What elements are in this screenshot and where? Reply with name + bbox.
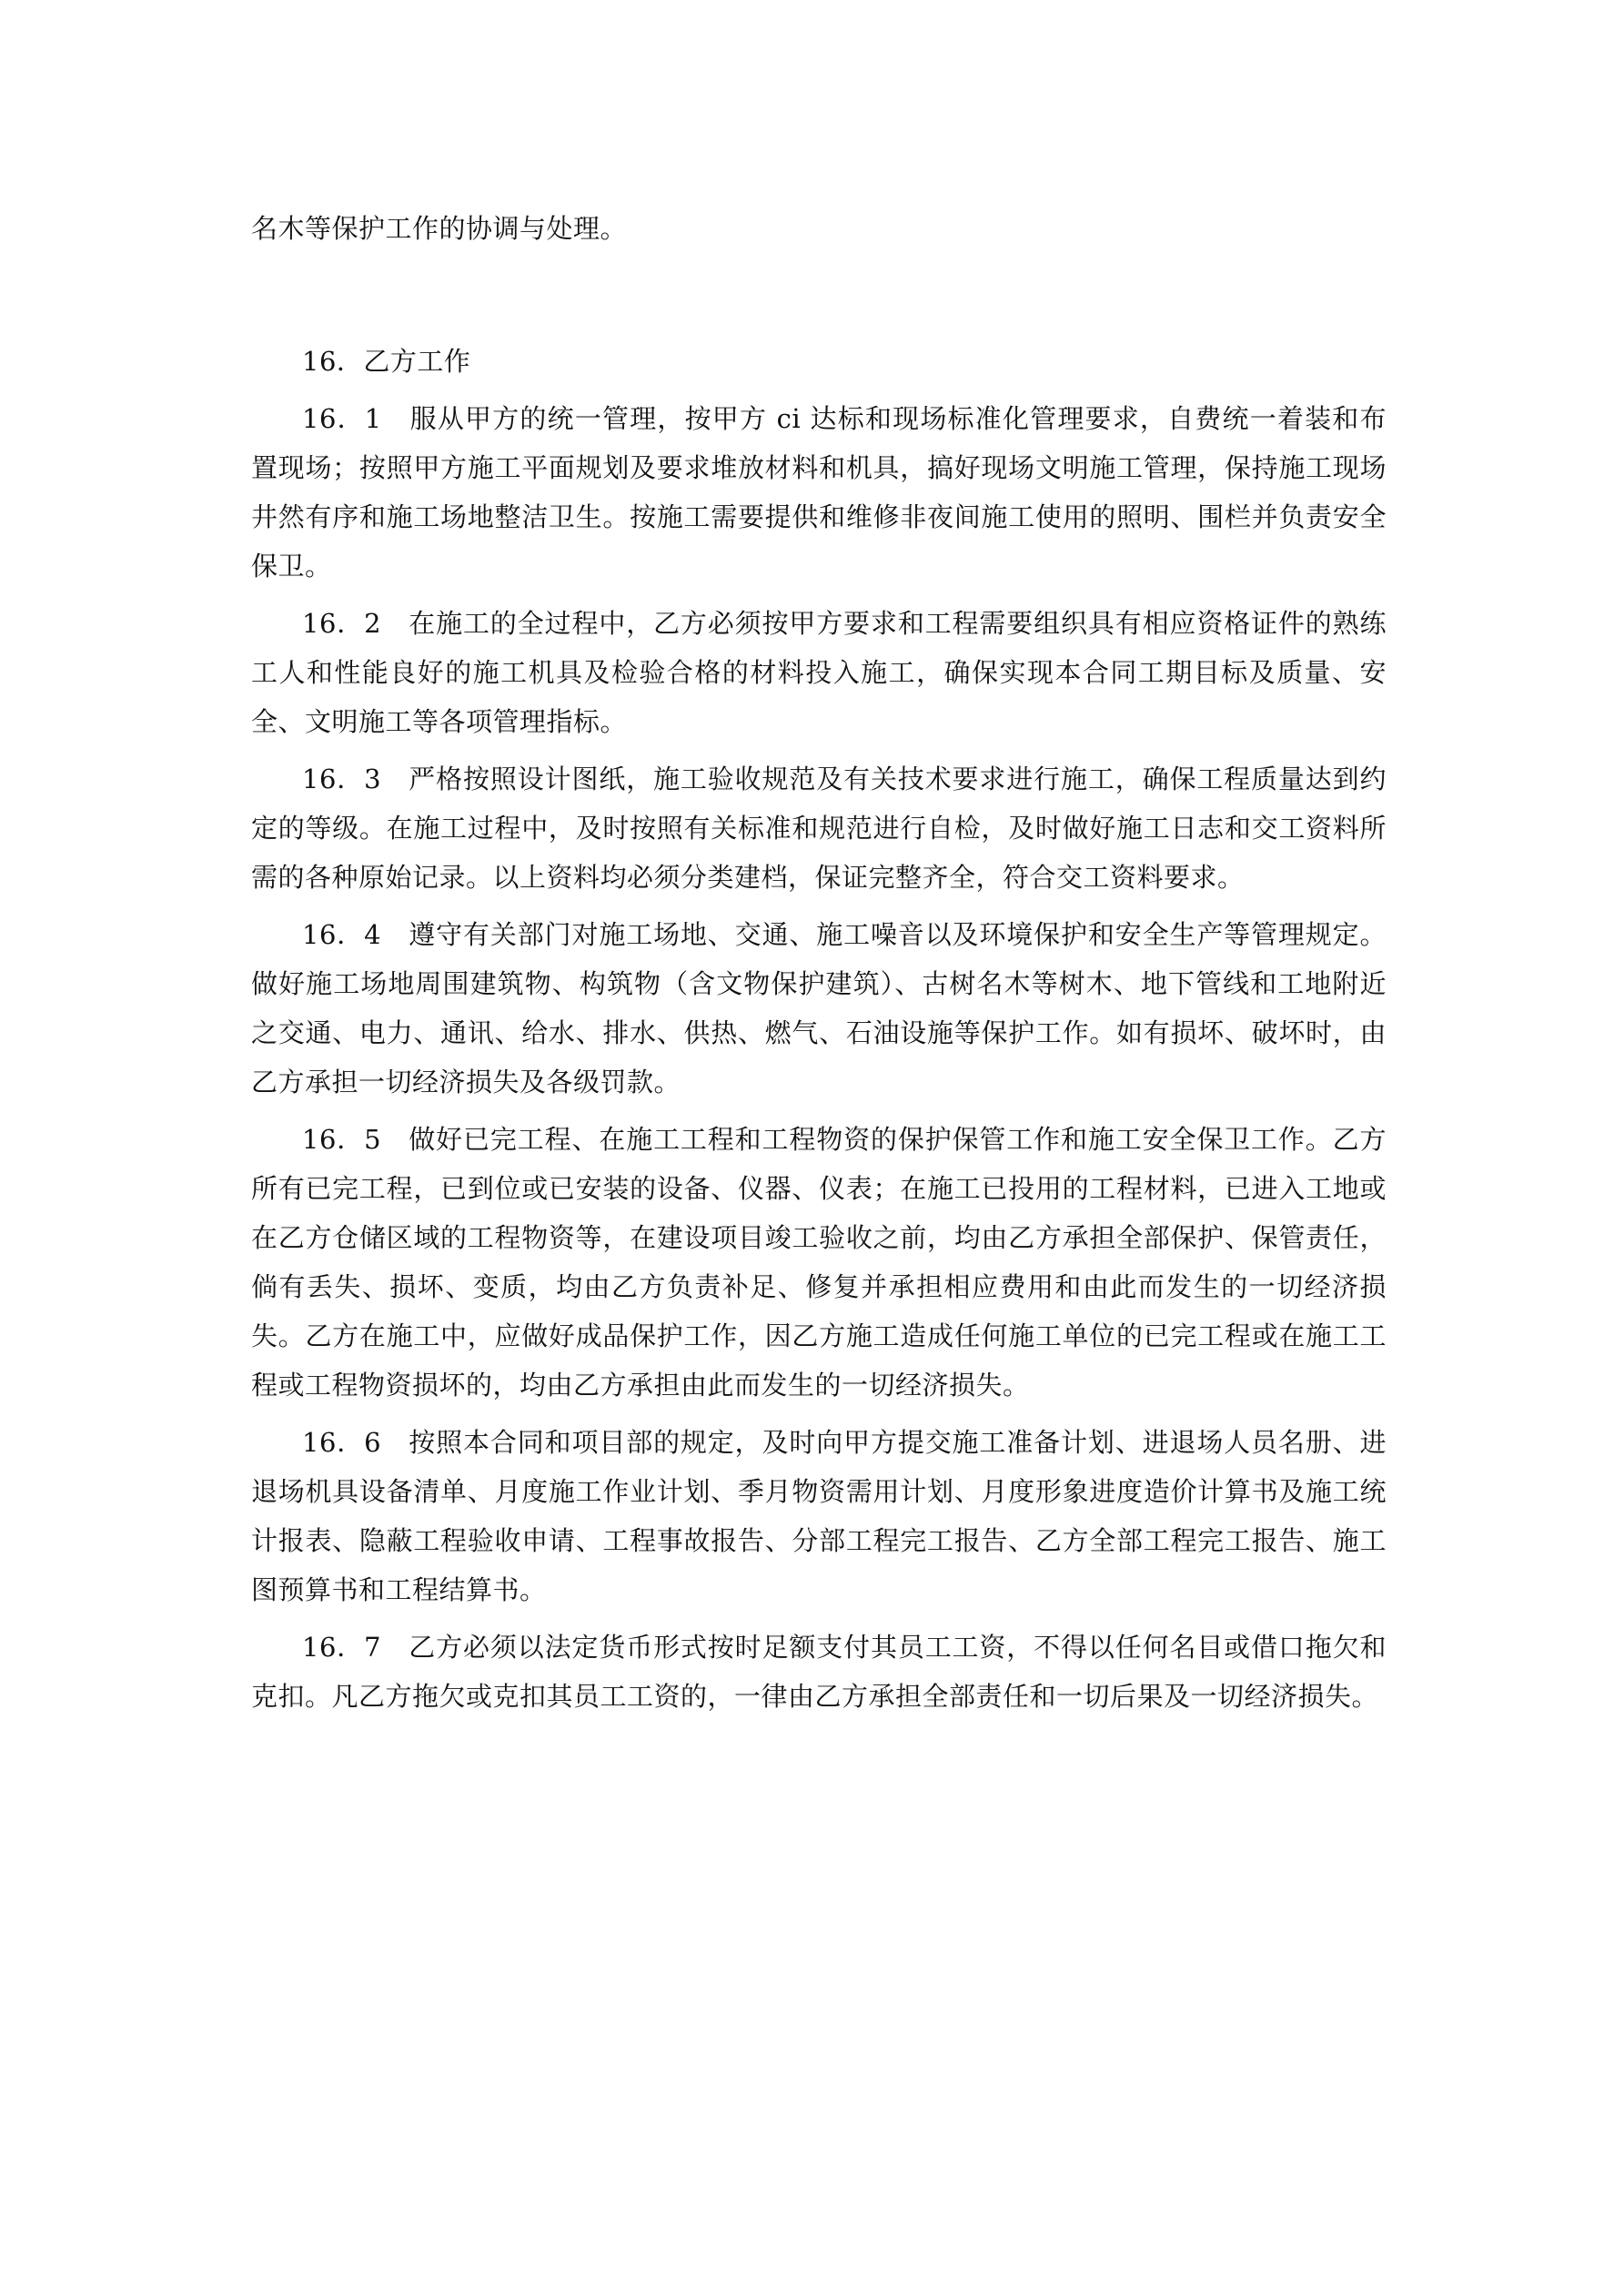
clause-16-2: 16．2 在施工的全过程中，乙方必须按甲方要求和工程需要组织具有相应资格证件的熟练工人和性能良好的施工机具及检验合格的材料投入施工，确保实现本合同工期目标及质量、安全、文明施工等各项管理指标。	[251, 608, 1387, 737]
clause-16-7: 16．7 乙方必须以法定货币形式按时足额支付其员工工资，不得以任何名目或借口拖欠和克扣。凡乙方拖欠或克扣其员工工资的，一律由乙方承担全部责任和一切后果及一切经济损失。	[251, 1632, 1387, 1712]
clause-16-6: 16．6 按照本合同和项目部的规定，及时向甲方提交施工准备计划、进退场人员名册、进退场机具设备清单、月度施工作业计划、季月物资需用计划、月度形象进度造价计算书及施工统计报表、隐蔽工程验收申请、工程事故报告、分部工程完工报告、乙方全部工程完工报告、施工图预算书和工程结算书。	[251, 1427, 1387, 1605]
section-heading: 16．乙方工作	[302, 346, 471, 377]
clause-16-4: 16．4 遵守有关部门对施工场地、交通、施工噪音以及环境保护和安全生产等管理规定。做好施工场地周围建筑物、构筑物（含文物保护建筑）、古树名木等树木、地下管线和工地附近之交通、电力、通讯、给水、排水、供热、燃气、石油设施等保护工作。如有损坏、破坏时，由乙方承担一切经济损失及各级罚款。	[251, 919, 1387, 1097]
clause-16-5: 16．5 做好已完工程、在施工工程和工程物资的保护保管工作和施工安全保卫工作。乙方所有已完工程，已到位或已安装的设备、仪器、仪表；在施工已投用的工程材料，已进入工地或在乙方仓储区域的工程物资等，在建设项目竣工验收之前，均由乙方承担全部保护、保管责任，倘有丢失、损坏、变质，均由乙方负责补足、修复并承担相应费用和由此而发生的一切经济损失。乙方在施工中，应做好成品保护工作，因乙方施工造成任何施工单位的已完工程或在施工工程或工程物资损坏的，均由乙方承担由此而发生的一切经济损失。	[251, 1124, 1387, 1401]
clause-16-3: 16．3 严格按照设计图纸，施工验收规范及有关技术要求进行施工，确保工程质量达到约定的等级。在施工过程中，及时按照有关标准和规范进行自检，及时做好施工日志和交工资料所需的各种原始记录。以上资料均必须分类建档，保证完整齐全，符合交工资料要求。	[251, 764, 1387, 893]
clause-16-1: 16．1 服从甲方的统一管理，按甲方 ci 达标和现场标准化管理要求，自费统一着装和布置现场；按照甲方施工平面规划及要求堆放材料和机具，搞好现场文明施工管理，保持施工现场井然有序和施工场地整洁卫生。按施工需要提供和维修非夜间施工使用的照明、围栏并负责安全保卫。	[251, 403, 1387, 582]
continuation-paragraph: 名木等保护工作的协调与处理。	[251, 213, 628, 244]
continuation-block	[251, 204, 1387, 253]
section-16	[251, 337, 1387, 1721]
